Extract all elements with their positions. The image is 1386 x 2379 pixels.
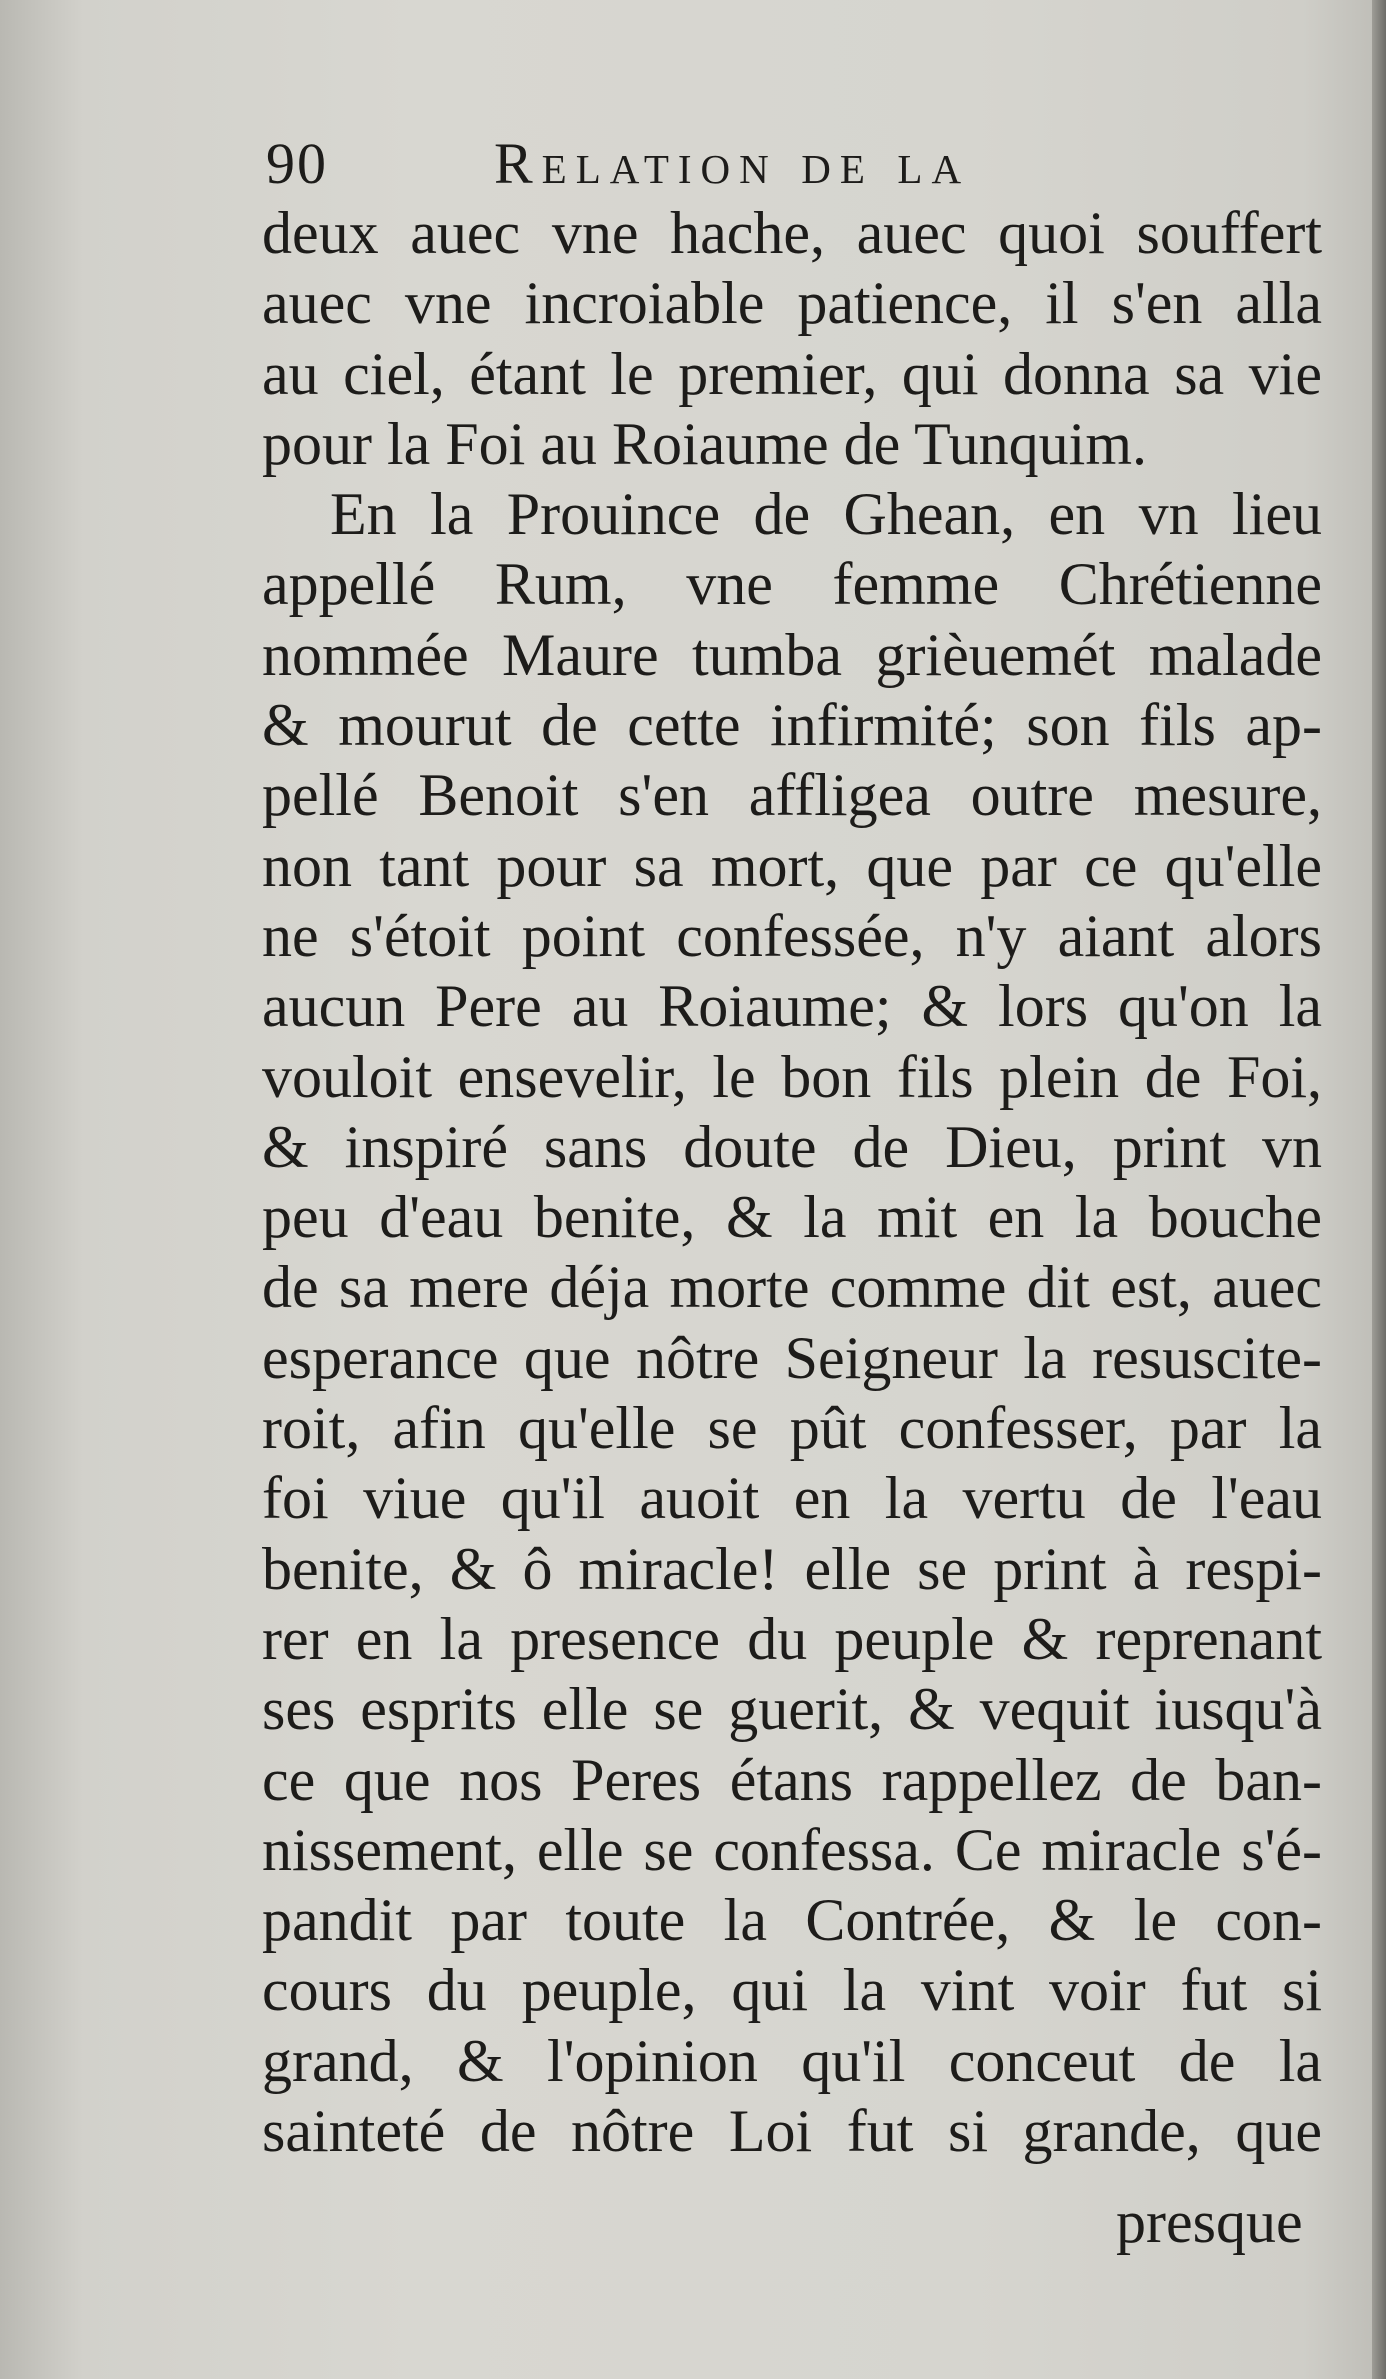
text-line: pour la Foi au Roiaume de Tunquim. bbox=[262, 410, 1147, 477]
paragraph-first-line: En la Prouince de Ghean, en vn lieu bbox=[330, 481, 1322, 548]
text-line: & inspiré sans doute de Dieu, print vn bbox=[262, 1113, 1322, 1180]
text-line: appellé Rum, vne femme Chrétienne bbox=[262, 551, 1322, 618]
text-line: cours du peuple, qui la vint voir fut si bbox=[262, 1957, 1322, 2024]
text-line: peu d'eau benite, & la mit en la bouche bbox=[262, 1184, 1322, 1251]
text-line: auec vne incroiable patience, il s'en alla bbox=[262, 270, 1322, 337]
page-header bbox=[266, 118, 1146, 198]
text-line: roit, afin qu'elle se pût confesser, par la bbox=[262, 1395, 1322, 1462]
text-line: grand, & l'opinion qu'il conceut de la bbox=[262, 2027, 1322, 2094]
text-line: nommée Maure tumba grièuemét malade bbox=[262, 621, 1322, 688]
text-line: aucun Pere au Roiaume; & lors qu'on la bbox=[262, 973, 1322, 1040]
text-line: pandit par toute la Contrée, & le con- bbox=[262, 1887, 1322, 1954]
text-line: de sa mere déja morte comme dit est, auec bbox=[262, 1254, 1322, 1321]
text-line: rer en la presence du peuple & reprenant bbox=[262, 1605, 1322, 1672]
catchword: presque bbox=[1116, 2189, 1303, 2255]
body-text bbox=[262, 198, 1322, 2166]
text-line: nissement, elle se confessa. Ce miracle s'é- bbox=[262, 1816, 1322, 1883]
running-title: Relation de la bbox=[494, 131, 971, 196]
text-line: au ciel, étant le premier, qui donna sa vie bbox=[262, 340, 1322, 407]
text-line: pellé Benoit s'en affligea outre mesure, bbox=[262, 762, 1322, 829]
text-line: non tant pour sa mort, que par ce qu'elle bbox=[262, 832, 1322, 899]
text-line: deux auec vne hache, auec quoi souffert bbox=[262, 200, 1322, 266]
text-line: ce que nos Peres étans rappellez de ban- bbox=[262, 1746, 1322, 1813]
page-number: 90 bbox=[266, 131, 328, 196]
text-line: benite, & ô miracle! elle se print à respi- bbox=[262, 1535, 1322, 1602]
text-line: & mourut de cette infirmité; son fils ap- bbox=[262, 692, 1322, 759]
page-edge-shadow bbox=[1372, 0, 1386, 2379]
text-line: ne s'étoit point confessée, n'y aiant alors bbox=[262, 902, 1322, 969]
text-line: vouloit ensevelir, le bon fils plein de Foi, bbox=[262, 1043, 1322, 1110]
text-line: ses esprits elle se guerit, & vequit iusqu'à bbox=[262, 1676, 1322, 1743]
text-line: sainteté de nôtre Loi fut si grande, que bbox=[262, 2098, 1322, 2165]
text-line: foi viue qu'il auoit en la vertu de l'eau bbox=[262, 1465, 1322, 1532]
text-line: esperance que nôtre Seigneur la resuscite- bbox=[262, 1324, 1322, 1391]
